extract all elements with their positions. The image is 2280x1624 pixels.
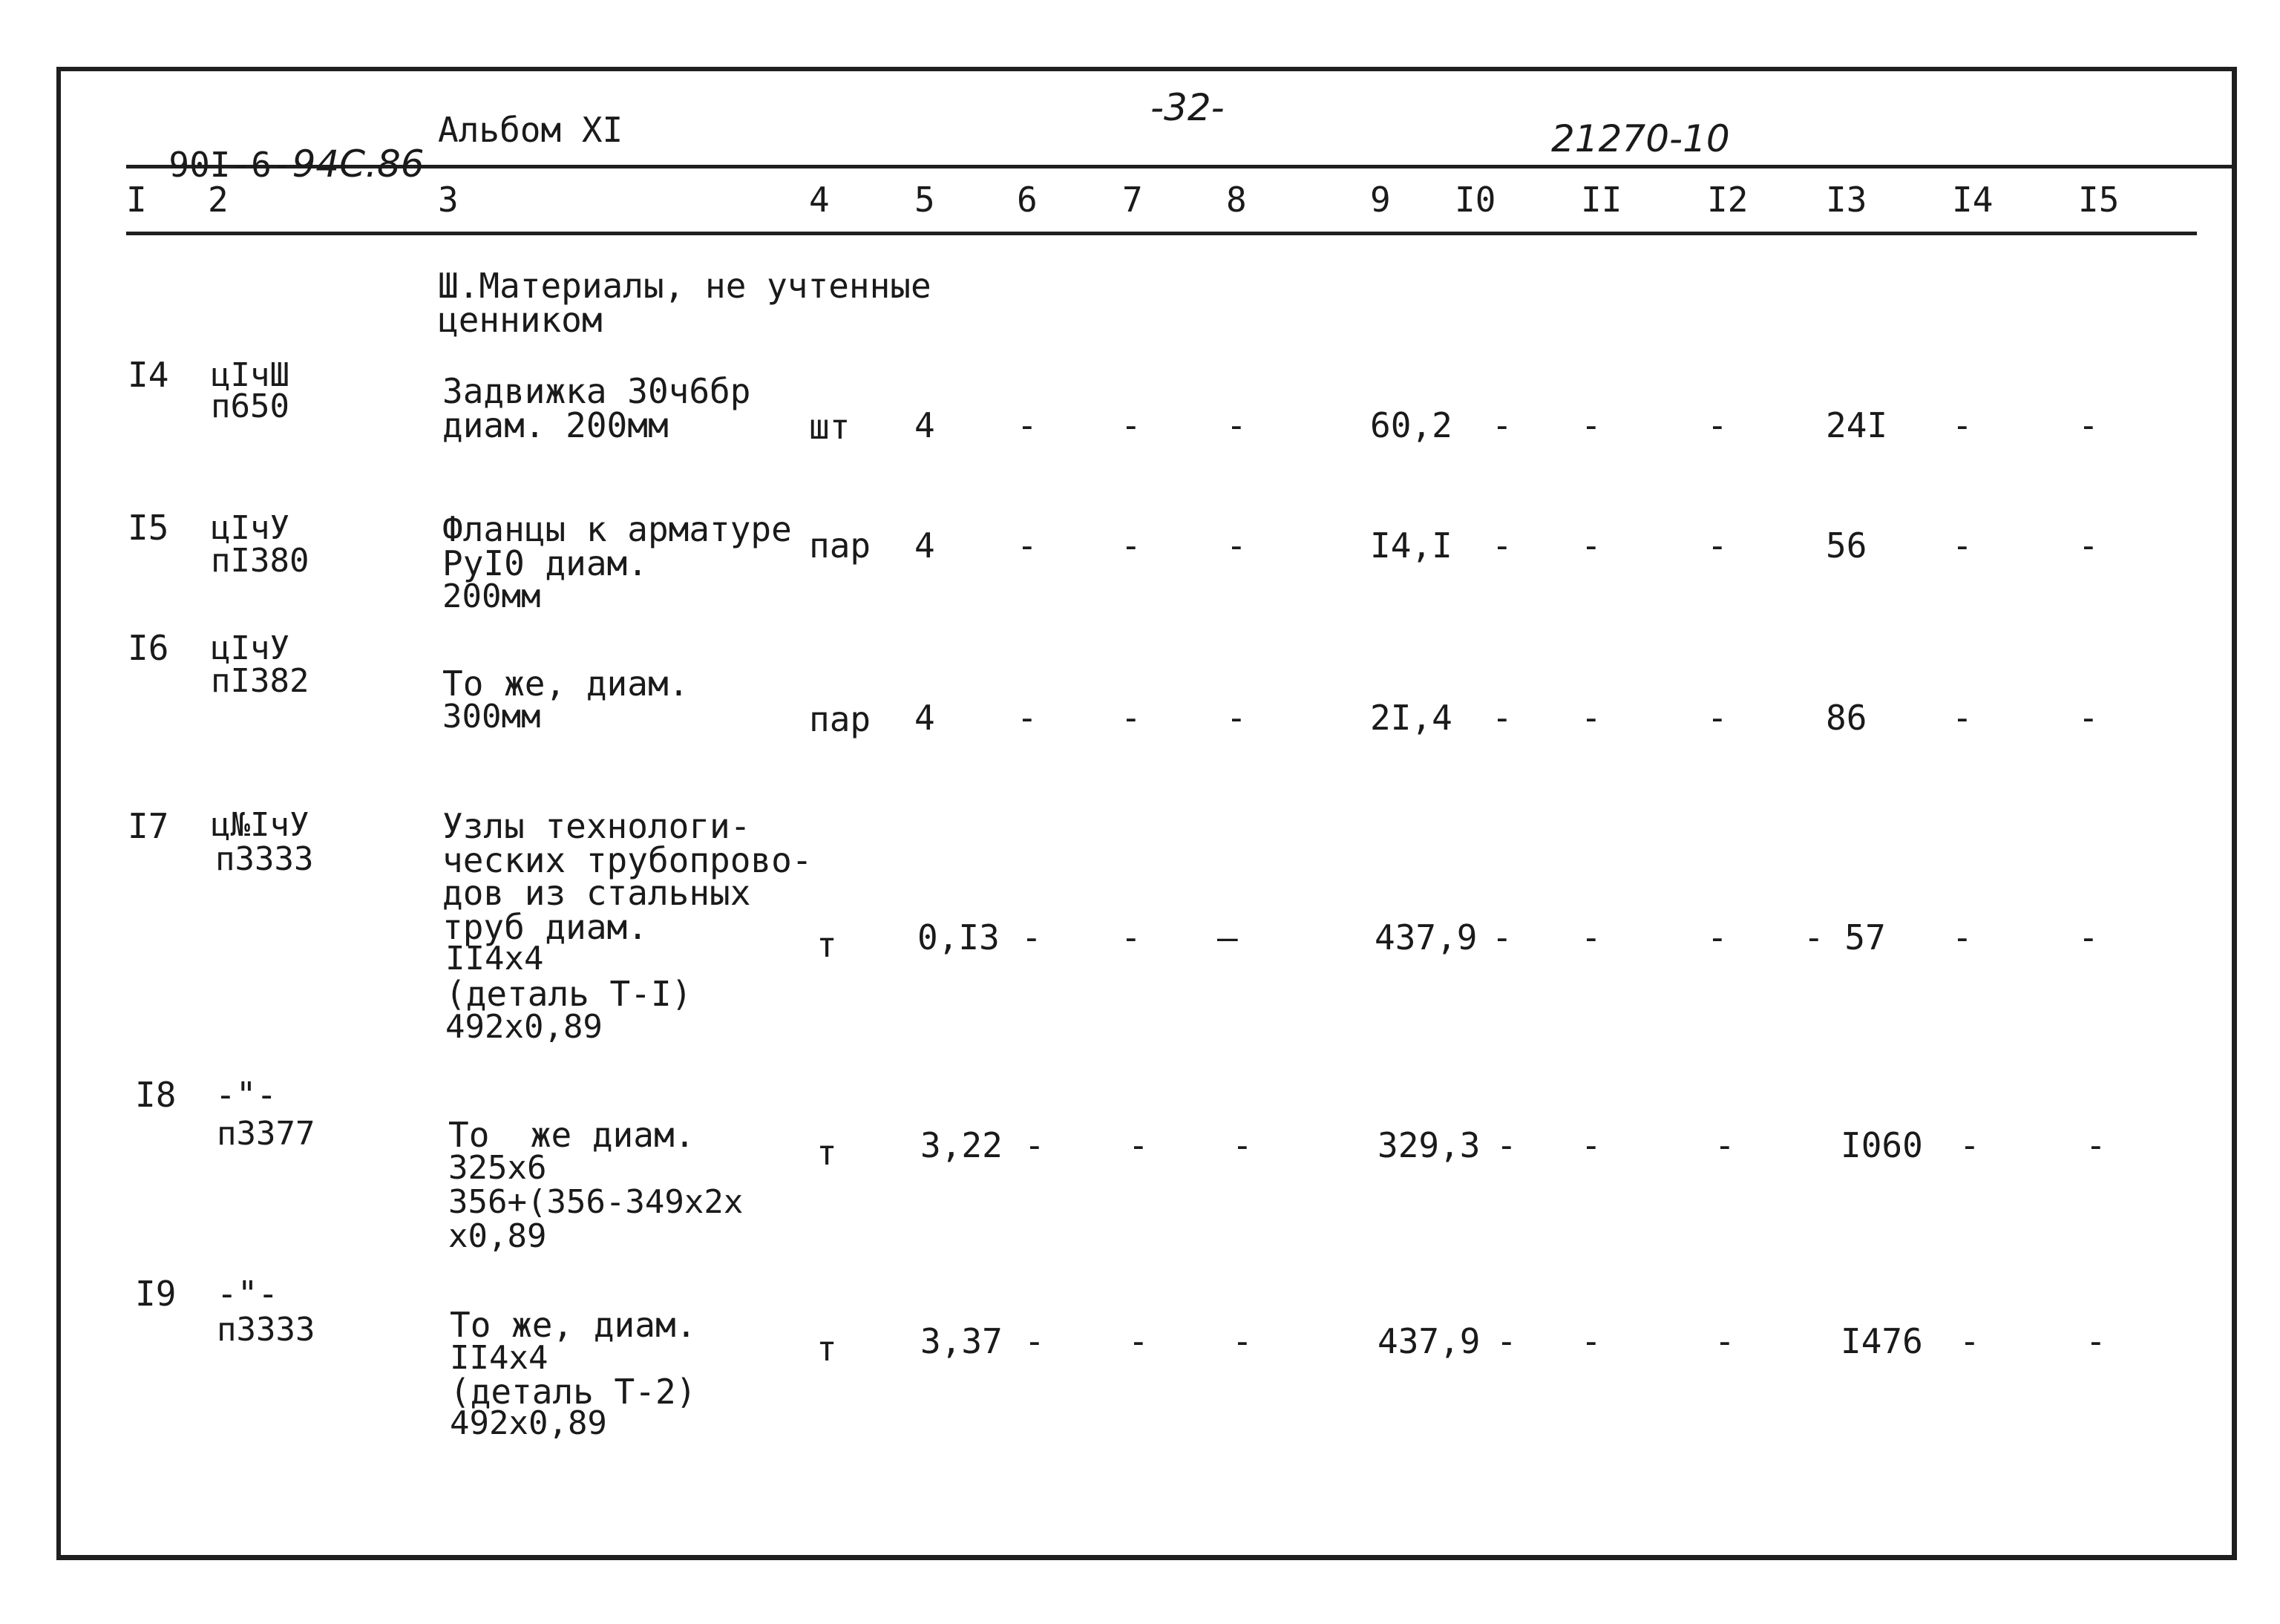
row-col15: - xyxy=(2078,917,2099,957)
row-col6: - xyxy=(1017,525,1038,566)
row-unit: т xyxy=(816,925,837,965)
row-col10: - xyxy=(1496,1321,1517,1361)
row-col14: - xyxy=(1952,917,1973,957)
row-code: п3333 xyxy=(215,840,314,878)
row-code: -"- xyxy=(217,1274,279,1314)
row-col7: - xyxy=(1121,698,1141,738)
row-code: п3377 xyxy=(217,1115,315,1153)
row-quantity: 3,37 xyxy=(920,1321,1003,1361)
col-6: 6 xyxy=(1017,180,1038,220)
row-unit-price: I4,I xyxy=(1370,525,1452,566)
row-name: То же, диам. xyxy=(450,1305,697,1345)
row-number: I7 xyxy=(128,806,169,846)
row-total: 86 xyxy=(1826,698,1867,738)
row-col8: - xyxy=(1226,525,1247,566)
row-name: диам. 200мм xyxy=(442,405,669,445)
col-11: II xyxy=(1581,180,1622,220)
row-name: II4x4 xyxy=(450,1339,548,1377)
col-10: I0 xyxy=(1455,180,1496,220)
document-number: 21270-10 xyxy=(1551,117,1730,160)
row-col15: - xyxy=(2078,525,2099,566)
row-name: труб диам. xyxy=(442,907,648,947)
col-9: 9 xyxy=(1370,180,1391,220)
row-col12: - xyxy=(1714,1321,1735,1361)
row-number: I6 xyxy=(128,628,169,668)
row-col12: - xyxy=(1707,698,1728,738)
row-name: 200мм xyxy=(442,577,541,615)
row-col11: - xyxy=(1581,917,1602,957)
row-code: цIчУ xyxy=(211,629,289,667)
row-total: 56 xyxy=(1826,525,1867,566)
col-7: 7 xyxy=(1122,180,1143,220)
col-2: 2 xyxy=(208,180,229,220)
document-code-printed: 90I-6- xyxy=(168,145,292,185)
row-name: (деталь Т-2) xyxy=(450,1372,697,1412)
row-name: ческих трубопрово- xyxy=(442,840,813,880)
row-col7: - xyxy=(1121,525,1141,566)
row-code: ц№IчУ xyxy=(211,806,309,844)
row-col10: - xyxy=(1492,917,1513,957)
row-unit-price: 329,3 xyxy=(1378,1125,1481,1165)
row-unit-price: 437,9 xyxy=(1378,1321,1481,1361)
row-number: I4 xyxy=(128,355,169,395)
row-col14: - xyxy=(1952,405,1973,445)
row-name: То же диам. xyxy=(448,1115,695,1155)
row-col8: - xyxy=(1226,698,1247,738)
row-name: 356+(356-349x2x xyxy=(448,1183,744,1221)
col-13: I3 xyxy=(1826,180,1867,220)
row-col14: - xyxy=(1952,525,1973,566)
row-total: 24I xyxy=(1826,405,1888,445)
col-8: 8 xyxy=(1226,180,1247,220)
section-title-line-1: Ш.Материалы, не учтенные xyxy=(438,266,931,306)
row-col10: - xyxy=(1496,1125,1517,1165)
row-name: x0,89 xyxy=(448,1217,547,1255)
row-col14: - xyxy=(1952,698,1973,738)
row-total: I060 xyxy=(1841,1125,1923,1165)
row-col8: - xyxy=(1226,405,1247,445)
row-unit: пар xyxy=(809,699,871,739)
row-col6: - xyxy=(1024,1321,1045,1361)
row-code: п650 xyxy=(211,387,289,425)
row-name: Задвижка 30ч6бр xyxy=(442,371,751,411)
document-code-handwritten: 94С.86 xyxy=(292,143,425,186)
row-col7: - xyxy=(1121,405,1141,445)
row-number: I5 xyxy=(128,508,169,548)
row-col11: - xyxy=(1581,525,1602,566)
row-number: I8 xyxy=(135,1075,177,1115)
row-name: (деталь Т-I) xyxy=(445,974,692,1014)
row-code: пI380 xyxy=(211,542,309,580)
row-col15: - xyxy=(2078,405,2099,445)
row-name: Узлы технологи- xyxy=(442,806,751,846)
page-number: -32- xyxy=(1150,86,1225,129)
row-name: РуI0 диам. xyxy=(442,543,648,583)
row-unit: т xyxy=(816,1133,837,1173)
row-total: I476 xyxy=(1841,1321,1923,1361)
row-unit-price: 437,9 xyxy=(1375,917,1478,957)
row-code: п3333 xyxy=(217,1311,315,1349)
row-col11: - xyxy=(1581,405,1602,445)
row-unit: т xyxy=(816,1329,837,1369)
row-col15: - xyxy=(2078,698,2099,738)
row-name: 325x6 xyxy=(448,1149,547,1187)
row-unit: шт xyxy=(809,407,851,447)
row-total: - 57 xyxy=(1804,917,1886,957)
row-code: цIчШ xyxy=(211,356,289,394)
col-15: I5 xyxy=(2078,180,2120,220)
row-quantity: 0,I3 xyxy=(917,917,1000,957)
row-unit: пар xyxy=(809,525,871,566)
row-name: Фланцы к арматуре xyxy=(442,509,792,549)
row-col6: - xyxy=(1017,698,1038,738)
row-col6: - xyxy=(1024,1125,1045,1165)
row-col14: - xyxy=(1959,1125,1980,1165)
row-quantity: 4 xyxy=(914,525,935,566)
row-col12: - xyxy=(1707,917,1728,957)
row-code: пI382 xyxy=(211,662,309,700)
row-col10: - xyxy=(1492,525,1513,566)
album-label: Альбом XI xyxy=(438,110,623,150)
header-rule xyxy=(126,165,2237,168)
row-quantity: 4 xyxy=(914,698,935,738)
col-4: 4 xyxy=(809,180,830,220)
row-col15: - xyxy=(2086,1125,2106,1165)
row-col7: - xyxy=(1128,1125,1149,1165)
row-code: -"- xyxy=(215,1075,278,1115)
row-col15: - xyxy=(2086,1321,2106,1361)
document-code xyxy=(128,111,425,186)
col-5: 5 xyxy=(914,180,935,220)
row-col12: - xyxy=(1707,525,1728,566)
row-col6: - xyxy=(1017,405,1038,445)
row-unit-price: 60,2 xyxy=(1370,405,1452,445)
row-col11: - xyxy=(1581,1321,1602,1361)
row-unit-price: 2I,4 xyxy=(1370,698,1452,738)
row-col11: - xyxy=(1581,1125,1602,1165)
row-col14: - xyxy=(1959,1321,1980,1361)
row-name: 300мм xyxy=(442,698,541,736)
row-name: 492x0,89 xyxy=(450,1404,607,1442)
col-14: I4 xyxy=(1952,180,1994,220)
row-number: I9 xyxy=(135,1274,177,1314)
row-col10: - xyxy=(1492,405,1513,445)
row-name: II4x4 xyxy=(445,940,544,978)
row-col8: - xyxy=(1232,1321,1253,1361)
row-name: То же, диам. xyxy=(442,664,689,704)
row-col10: - xyxy=(1492,698,1513,738)
row-name: дов из стальных xyxy=(442,873,751,913)
row-quantity: 3,22 xyxy=(920,1125,1003,1165)
row-col7: - xyxy=(1121,917,1141,957)
row-code: цIчУ xyxy=(211,509,289,547)
row-col12: - xyxy=(1714,1125,1735,1165)
column-header-rule xyxy=(126,232,2197,235)
col-1: I xyxy=(126,180,147,220)
row-col8: — xyxy=(1217,917,1238,957)
col-12: I2 xyxy=(1707,180,1749,220)
row-col12: - xyxy=(1707,405,1728,445)
row-col8: - xyxy=(1232,1125,1253,1165)
row-col7: - xyxy=(1128,1321,1149,1361)
section-title-line-2: ценником xyxy=(438,300,603,340)
row-name: 492x0,89 xyxy=(445,1008,603,1046)
row-col6: - xyxy=(1021,917,1042,957)
row-quantity: 4 xyxy=(914,405,935,445)
col-3: 3 xyxy=(438,180,459,220)
row-col11: - xyxy=(1581,698,1602,738)
